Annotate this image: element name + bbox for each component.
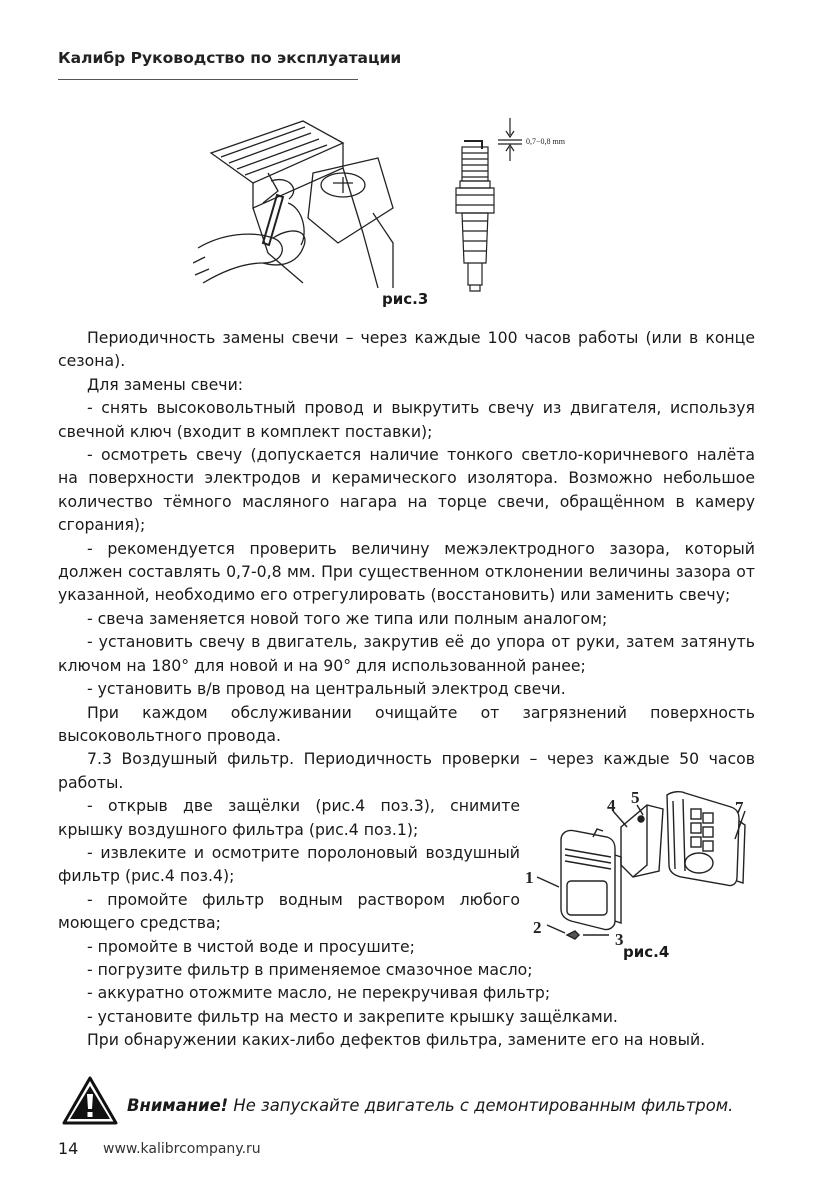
paragraph-step-wire: - установить в/в провод на центральный электрод свечи. [87,679,566,699]
spark-plug-gap-diagram [440,113,590,293]
paragraph-step-inspect: - осмотреть свечу (допускается наличие тонкого светло-коричневого налёта на поверхности электродов и керамического изолятора. Возможно небольшое количество тёмного масляного нагара на торце свечи, обращённом в камеру сгорания); [58,445,755,535]
filter-step-reinstall: - установите фильтр на место и закрепите крышку защёлками. [87,1006,618,1026]
warning-message [127,1096,733,1115]
warning-triangle-icon [62,1076,118,1126]
filter-step-rinse: - промойте в чистой воде и просушите; [87,936,415,956]
footer-website-link[interactable]: www.kalibrcompany.ru [103,1141,261,1157]
filter-step-oil: - погрузите фильтр в применяемое смазочное масло; [87,959,533,979]
fig4-label-4: 4 [607,796,616,815]
paragraph-replacement-intro: Для замены свечи: [87,374,244,394]
page-number: 14 [58,1139,79,1158]
filter-step-squeeze: - аккуратно отожмите масло, не перекручивая фильтр; [87,983,551,1003]
figure-3-caption: рис.3 [382,290,429,308]
filter-steps-wrapped [58,794,520,934]
paragraph-step-replace: - свеча заменяется новой того же типа или полным аналогом; [87,608,608,628]
gap-dimension-label: 0,7−0,8 mm [526,137,565,146]
fig4-label-3: 3 [615,930,624,949]
fig4-label-2: 2 [533,918,542,937]
filter-step-wash: - промойте фильтр водным раствором любого моющего средства; [58,889,520,933]
filter-defect-note: При обнаружении каких-либо дефектов фильтра, замените его на новый. [87,1030,706,1050]
filter-step-open: - открыв две защёлки (рис.4 поз.3), снимите крышку воздушного фильтра (рис.4 поз.1); [58,796,520,839]
figure-4-caption: рис.4 [623,943,670,961]
filter-step-inspect: - извлеките и осмотрите поролоновый воздушный фильтр (рис.4 поз.4); [58,842,520,886]
fig4-label-5: 5 [631,788,640,807]
air-filter-exploded-diagram [523,785,753,955]
paragraph-step-install: - установить свечу в двигатель, закрутив её до упора от руки, затем затянуть ключом на 180° для новой и на 90° для использованной ранее; [58,632,755,675]
paragraph-clean-wire: При каждом обслуживании очищайте от загрязнений поверхность высоковольтного провода. [58,702,755,745]
paragraph-step-gap: - рекомендуется проверить величину межэлектродного зазора, который должен составлять 0,7-0,8 мм. При существенном отклонении величины зазора от указанной, необходимо его отрегулировать (восстановить) или заменить свечу; [58,538,755,605]
engine-spark-plug-illustration [193,113,400,293]
paragraph-step-remove: - снять высоковольтный провод и выкрутить свечу из двигателя, используя свечной ключ (входит в комплект поставки); [58,398,755,441]
fig4-label-1: 1 [525,868,534,887]
warning-label: Внимание! [127,1096,229,1115]
paragraph-replacement-interval: Периодичность замены свечи – через каждые 100 часов работы (или в конце сезона). [58,328,755,371]
paragraph-air-filter-heading: 7.3 Воздушный фильтр. Периодичность проверки – через каждые 50 часов работы. [58,749,755,792]
page-header-title: Калибр Руководство по эксплуатации [58,49,402,67]
header-divider [58,79,358,80]
fig4-label-7: 7 [735,798,744,817]
warning-text: Не запускайте двигатель с демонтированным фильтром. [233,1096,734,1115]
